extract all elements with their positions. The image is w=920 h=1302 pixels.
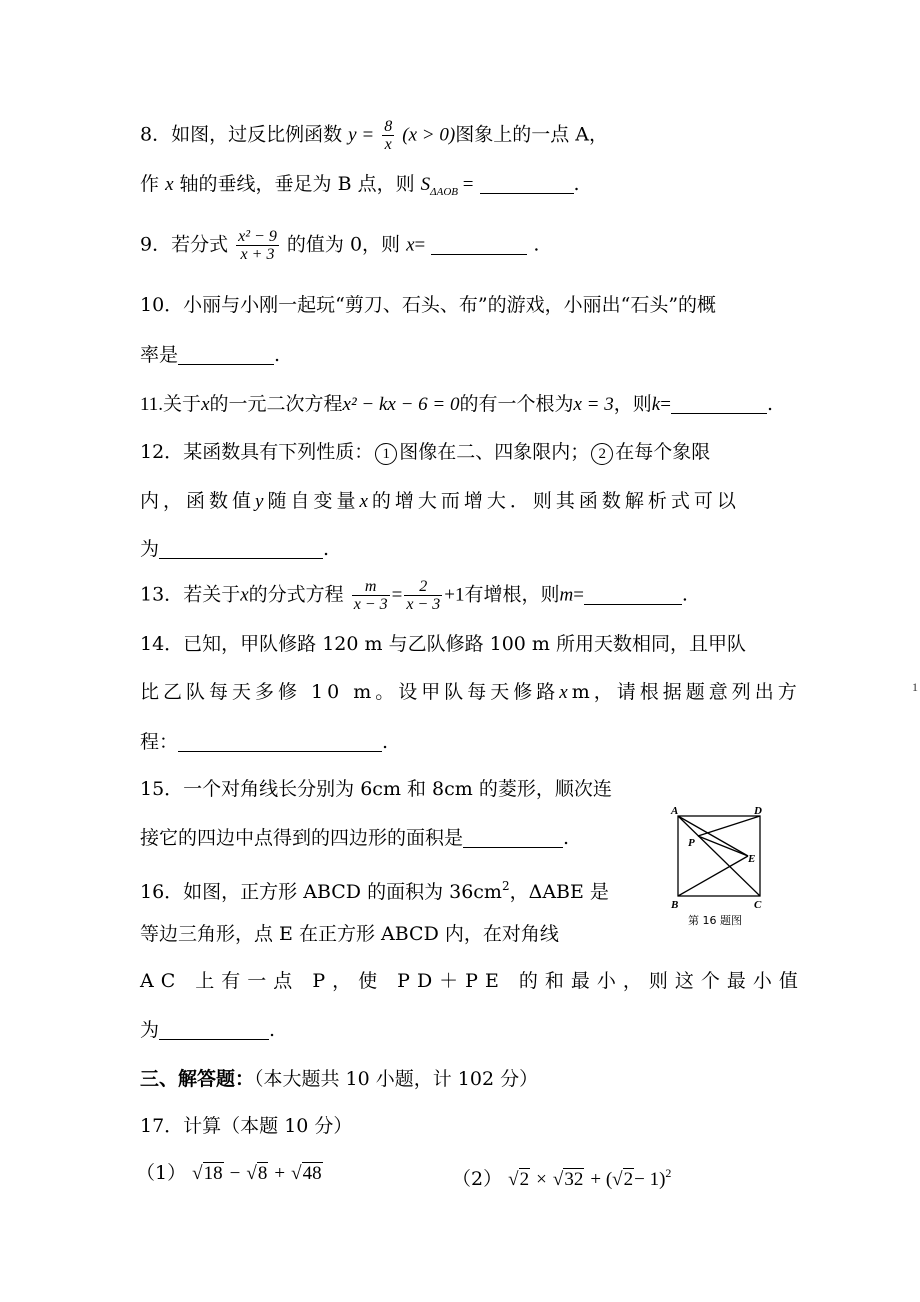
answer-blank-q11[interactable] xyxy=(671,393,767,414)
question-16-line-4: 为 . xyxy=(140,1019,276,1041)
question-11: 11.关于x的一元二次方程x² − kx − 6 = 0的有一个根为x = 3，则k= . xyxy=(140,393,773,415)
question-17-title: 17．计算（本题 10 分） xyxy=(140,1115,353,1137)
fraction-2-over-x-minus-3: $\frac{2}{x - 3}$ xyxy=(406,578,441,613)
question-16-line-1: 16．如图，正方形 ABCD 的面积为 $36cm^2$，ΔABE 是 xyxy=(140,879,609,903)
label-p: P xyxy=(688,837,695,849)
question-15-line-2: 接它的四边中点得到的四边形的面积是 . xyxy=(140,827,570,849)
circled-number-1: 1 xyxy=(375,443,397,465)
answer-blank-q14[interactable] xyxy=(178,731,382,752)
label-e: E xyxy=(748,853,756,865)
question-16-line-3: AC 上有一点 P，使 PD＋PE 的和最小，则这个最小值 xyxy=(140,970,805,992)
function-lhs: y = xyxy=(348,124,375,146)
figure-16-square-diagram xyxy=(668,800,772,930)
question-17-part-1: （1） √18 − √8 + √48 xyxy=(136,1162,322,1184)
question-14-line-2: 比乙队每天多修 10 m。设甲队每天修路xm，请根据题意列出方 xyxy=(140,681,801,703)
question-12-line-1: 12．某函数具有下列性质： 1 图像在二、四象限内； 2 在每个象限 xyxy=(140,441,711,463)
question-12-line-3: 为 . xyxy=(140,538,330,560)
question-13: 13．若关于x的分式方程 $\frac{m}{x - 3}$ = $\frac{2}{x - 3}$ +1有增根，则m= . xyxy=(140,578,688,613)
question-8-line-2: 作 x 轴的垂线，垂足为 B 点，则 $S_{\Delta AOB}$ = . xyxy=(140,173,580,198)
label-b: B xyxy=(671,899,679,911)
fraction-8-over-x: $\frac{8}{x}$ xyxy=(384,118,393,153)
answer-blank-q8[interactable] xyxy=(480,173,574,194)
segment-pe xyxy=(698,836,748,856)
figure-caption: 第 16 题图 xyxy=(688,914,742,927)
question-8-line-1: 8．如图，过反比例函数 y = $\frac{8}{x}$ (x > 0)图象上的一点 A， xyxy=(140,118,608,153)
circled-number-2: 2 xyxy=(591,443,613,465)
question-14-line-1: 14．已知，甲队修路 120 m 与乙队修路 100 m 所用天数相同，且甲队 xyxy=(140,633,746,655)
answer-blank-q13[interactable] xyxy=(584,584,682,605)
fraction-m-over-x-minus-3: $\frac{m}{x - 3}$ xyxy=(353,578,388,613)
answer-blank-q9[interactable] xyxy=(431,234,527,255)
question-16-line-2: 等边三角形，点 E 在正方形 ABCD 内，在对角线 xyxy=(140,923,559,945)
question-14-line-3: 程： . xyxy=(140,731,389,753)
label-d: D xyxy=(754,805,762,817)
answer-blank-q16[interactable] xyxy=(159,1019,269,1040)
segment-be xyxy=(678,856,748,896)
question-10-line-2: 率是 . xyxy=(140,344,281,366)
label-a: A xyxy=(671,805,679,817)
question-10-line-1: 10．小丽与小刚一起玩“剪刀、石头、布”的游戏，小丽出“石头”的概 xyxy=(140,294,717,316)
segment-pd xyxy=(698,816,760,836)
margin-mark: 1 xyxy=(912,680,918,694)
question-17-part-2: （2） $√2 \times √32 + (√2- 1)^2$ xyxy=(452,1166,672,1190)
section-3-heading: 三、解答题：（本大题共 10 小题，计 102 分） xyxy=(140,1068,539,1090)
answer-blank-q10[interactable] xyxy=(178,344,274,365)
question-15-line-1: 15．一个对角线长分别为 6cm 和 8cm 的菱形，顺次连 xyxy=(140,778,612,800)
label-c: C xyxy=(754,899,762,911)
fraction-q9: $\frac{\text{x² − 9}}{x + 3}$ xyxy=(238,228,277,263)
question-9: 9．若分式 $\frac{\text{x² − 9}}{x + 3}$ 的值为 0，则 x= . xyxy=(140,228,540,263)
question-12-line-2: 内，函数值y随自变量x的增大而增大．则其函数解析式可以 xyxy=(140,490,740,512)
answer-blank-q12[interactable] xyxy=(159,538,323,559)
answer-blank-q15[interactable] xyxy=(463,827,563,848)
